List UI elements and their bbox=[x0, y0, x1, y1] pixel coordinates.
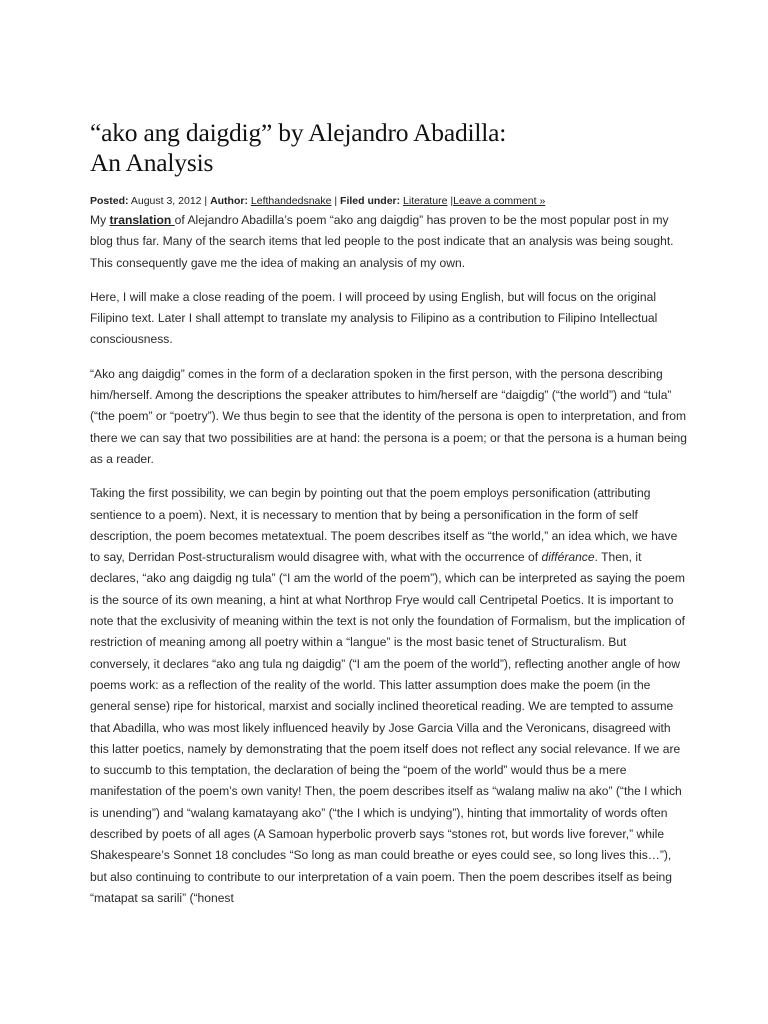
author-link[interactable]: Lefthandedsnake bbox=[250, 195, 332, 207]
differance-term: différance bbox=[541, 550, 595, 565]
category-link[interactable]: Literature bbox=[403, 195, 448, 207]
leave-comment-link[interactable]: Leave a comment » bbox=[453, 195, 546, 207]
paragraph-4-rest: . Then, it declares, “ako ang daigdig ng tula” (“I am the world of the poem”), which can be interpreted as saying the poem is the source of its own meaning, a hint at what Northrop Frye would call Centripetal Poetics. It is important to note that the exclusivity of meaning within the text is not only the foundation of Formalism, but the implication of restriction of meaning among all poetry within a “langue” is the most basic tenet of Structuralism. But conversely, it declares “ako ang tula ng daigdig” (“I am the poem of the world”), reflecting another angle of how poems work: as a reflection of the reality of the world. This latter assumption does make the poem (in the general sense) ripe for historical, marxist and socially inclined theoretical reading. We are tempted to assume that Abadilla, who was most likely influenced heavily by Jose Garcia Villa and the Veronicans, disagreed with this latter poetics, namely by demonstrating that the poem itself does not reflect any social relevance. If we are to succumb to this temptation, the declaration of being the “poem of the world” would thus be a mere manifestation of the poem’s own vanity! Then, the poem describes itself as “walang maliw na ako” (“the I which is unending”) and “walang kamatayang ako” (“the I which is undying”), hinting that immortality of words often described by poets of all ages (A Samoan hyperbolic proverb says “stones rot, but words live forever,” while Shakespeare’s Sonnet 18 concludes “So long as man could breathe or eyes could see, so long lives this…”), but also continuing to contribute to our interpretation of a vain poem. Then the poem describes itself as being “matapat sa sarili” (“honest bbox=[90, 550, 685, 905]
author-label: Author: bbox=[210, 195, 248, 207]
article-body bbox=[90, 210, 690, 909]
paragraph-4 bbox=[90, 483, 690, 909]
title-line-2: An Analysis bbox=[90, 148, 214, 177]
paragraph-2: Here, I will make a close reading of the poem. I will proceed by using English, but will focus on the original Filipino text. Later I shall attempt to translate my analysis to Filipino as a contribution to Filipino Intellectual consciousness. bbox=[90, 289, 658, 347]
posted-label: Posted: bbox=[90, 195, 129, 207]
paragraph-1-start: My bbox=[90, 213, 110, 227]
paragraph-3: “Ako ang daigdig” comes in the form of a declaration spoken in the first person, with the persona describing him/herself. Among the descriptions the speaker attributes to him/herself are “daigdig” (“the world”) and “tula” (“the poem” or “poetry”). We thus begin to see that the identity of the persona is open to interpretation, and from there we can say that two possibilities are at hand: the persona is a poem; or that the persona is a human being as a reader. bbox=[90, 366, 687, 466]
post-date: August 3, 2012 | bbox=[128, 195, 211, 207]
page-title bbox=[90, 118, 690, 178]
article bbox=[90, 118, 690, 922]
meta-separator: | bbox=[331, 195, 341, 207]
paragraph-1-rest: of Alejandro Abadilla’s poem “ako ang daigdig” has proven to be the most popular post in my blog thus far. Many of the search items that led people to the post indicate that an analysis was being sought. This consequently gave me the idea of making an analysis of my own. bbox=[90, 213, 674, 270]
title-line-1: “ako ang daigdig” by Alejandro Abadilla: bbox=[90, 118, 507, 147]
post-meta bbox=[90, 194, 690, 208]
translation-link[interactable]: translation bbox=[109, 213, 175, 227]
filed-label: Filed under: bbox=[340, 195, 401, 207]
paragraph-1 bbox=[90, 210, 690, 274]
paragraph-4-start: Taking the first possibility, we can begin by pointing out that the poem employs personification (attributing sentience to a poem). Next, it is necessary to mention that by being a personification in the form of self description, the poem becomes metatextual. The poem describes itself as “the world,” an idea which, we have to say, Derridan Post-structuralism would disagree with, what with the occurrence of bbox=[90, 486, 678, 565]
meta-separator-2: | bbox=[447, 195, 454, 207]
